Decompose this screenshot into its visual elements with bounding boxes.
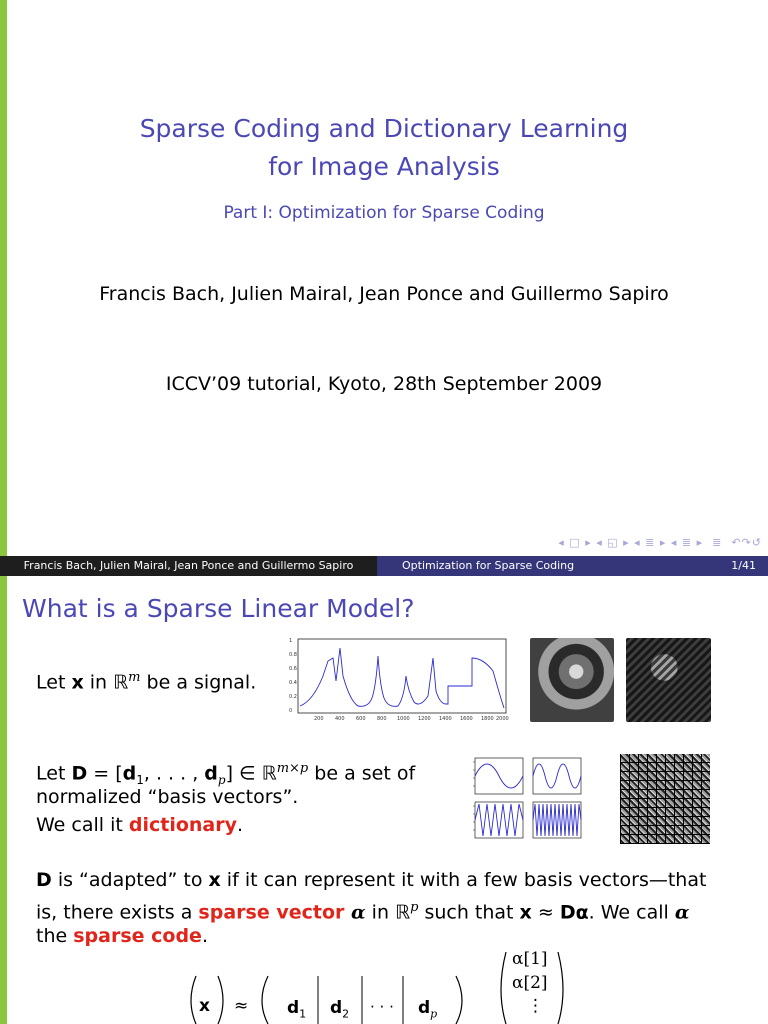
adapted-text-line3: the sparse code. [36, 925, 208, 947]
y-tick: 0.6 [289, 666, 297, 672]
y-tick: 1 [289, 638, 293, 644]
y-tick: 0.8 [289, 652, 297, 658]
footer-authors: Francis Bach, Julien Mairal, Jean Ponce and Guillermo Sapiro [0, 556, 377, 576]
x-tick: 800 [377, 716, 387, 722]
authors: Francis Bach, Julien Mairal, Jean Ponce and Guillermo Sapiro [99, 283, 669, 305]
signal-text: Let x in ℝ$^m$ be a signal. [36, 670, 257, 694]
adapted-text-line2: is, there exists a sparse vector α in ℝ$^p$ such that x ≈ Dα. We call α [36, 900, 690, 924]
dictionary-text-line2: normalized “basis vectors”. [36, 786, 299, 808]
content-slide [0, 576, 768, 1024]
eq-alpha2: α[2] [512, 973, 548, 993]
title-line-2: for Image Analysis [268, 152, 500, 181]
eq-d2: $d_2$ [330, 998, 350, 1021]
x-tick: 1400 [439, 716, 452, 722]
beamer-nav-icons[interactable]: ◂ □ ▸ ◂ ◱ ▸ ◂ ≣ ▸ ◂ ≣ ▸ ≣ ↶↷↺ [558, 536, 762, 549]
sparse-equation [0, 946, 768, 1024]
dictionary-atoms-image [620, 754, 710, 844]
eq-vdots: ⋮ [527, 996, 544, 1016]
x-tick: 1200 [418, 716, 431, 722]
y-tick: 0.2 [289, 694, 297, 700]
frame-title: What is a Sparse Linear Model? [22, 594, 415, 623]
title-line-1: Sparse Coding and Dictionary Learning [139, 114, 629, 143]
eq-x: x [199, 996, 210, 1016]
x-tick: 200 [314, 716, 324, 722]
basis-vector-plots [465, 756, 583, 842]
adapted-text-line1: D is “adapted” to x if it can represent it with a few basis vectors—that [36, 869, 707, 891]
barbara-photo [626, 638, 711, 722]
footer-page-number: 1/41 [617, 556, 768, 576]
eq-alpha1: α[1] [512, 949, 548, 969]
x-tick: 400 [335, 716, 345, 722]
eq-approx: ≈ [234, 996, 249, 1016]
x-tick: 1600 [460, 716, 473, 722]
footer-topic: Optimization for Sparse Coding [377, 556, 617, 576]
event-info: ICCV’09 tutorial, Kyoto, 28th September 2009 [165, 373, 603, 395]
y-tick: 0 [289, 708, 293, 714]
eq-d1: $d_1$ [287, 998, 307, 1021]
x-tick: 1000 [397, 716, 410, 722]
eq-dots: · · · [370, 998, 394, 1016]
x-tick: 2000 [496, 716, 509, 722]
lena-photo [530, 638, 614, 722]
dictionary-text-line3: We call it dictionary. [36, 814, 244, 836]
x-tick: 1800 [481, 716, 494, 722]
signal-plot [288, 636, 520, 724]
footer-bar [0, 556, 768, 576]
x-tick: 600 [356, 716, 366, 722]
subtitle: Part I: Optimization for Sparse Coding [223, 203, 545, 223]
dictionary-text-line1: Let $D = [d_1$, . . . , $d_p$] ∈ ℝ$^{m\times p}$ be a set of [36, 761, 416, 788]
eq-dp: $d_p$ [418, 998, 438, 1021]
y-tick: 0.4 [289, 680, 297, 686]
